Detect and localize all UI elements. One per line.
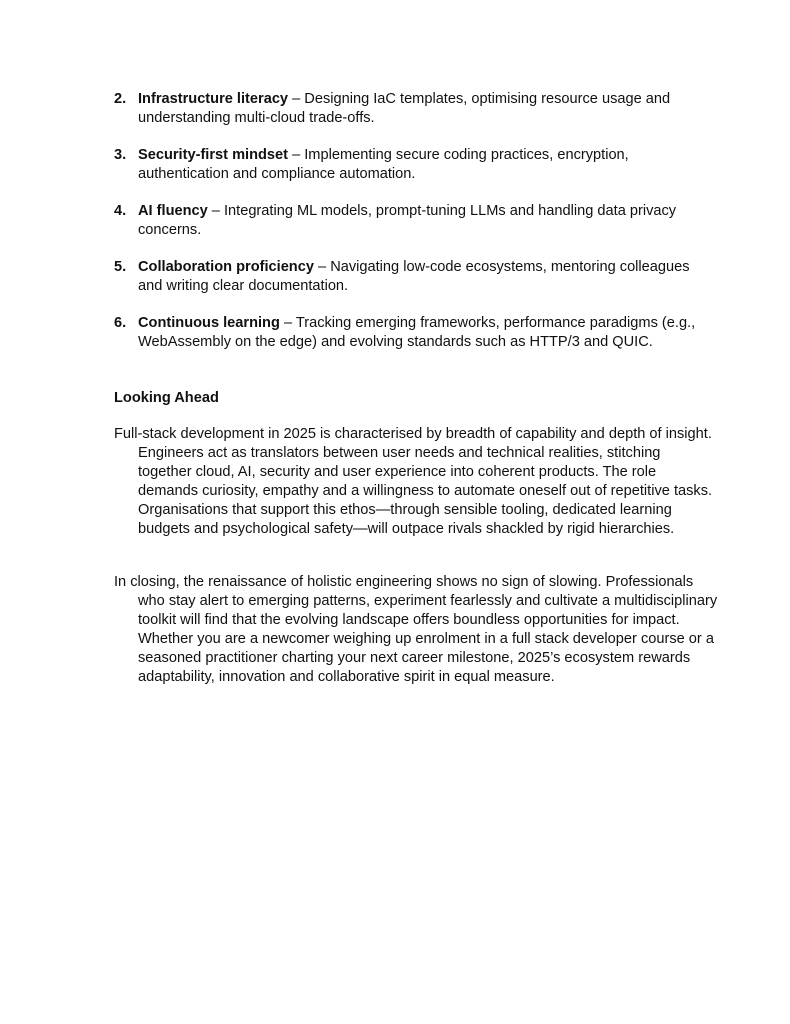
list-item-description: – Integrating ML models, prompt-tuning LLMs and handling data privacy concerns.: [138, 203, 677, 238]
list-item-number: 4.: [114, 203, 127, 219]
list-item: [114, 314, 704, 352]
list-item-description: – Tracking emerging frameworks, performance paradigms (e.g., WebAssembly on the edge) and evolving standards such as HTTP/3 and QUIC.: [138, 315, 696, 350]
list-item-number: 2.: [114, 91, 127, 107]
section-heading: Looking Ahead: [114, 390, 219, 406]
list-item-term: Infrastructure literacy: [138, 91, 289, 107]
skills-list: [114, 90, 704, 370]
list-item-description: – Designing IaC templates, optimising resource usage and understanding multi-cloud trade-offs.: [138, 91, 671, 126]
list-item-term: Security-first mindset: [138, 147, 289, 163]
list-item: [114, 202, 704, 240]
list-item-description: – Implementing secure coding practices, encryption, authentication and compliance automation.: [138, 147, 629, 182]
list-item-number: 6.: [114, 315, 127, 331]
list-item: [114, 90, 704, 128]
list-item-term: Collaboration proficiency: [138, 259, 314, 275]
list-item: [114, 146, 704, 184]
paragraph: Full-stack development in 2025 is characterised by breadth of capability and depth of insight. Engineers act as translators between user needs and technical realities, stitching together cloud, AI, security and user experience into coherent products. The role demands curiosity, empathy and a willingness to automate oneself out of repetitive tasks. Organisations that support this ethos—through sensible tooling, dedicated learning budgets and psychological safety—will outpace rivals shackled by rigid hierarchies.: [114, 426, 713, 537]
paragraph: In closing, the renaissance of holistic engineering shows no sign of slowing. Professionals who stay alert to emerging patterns, experiment fearlessly and cultivate a multidisciplinary toolkit will find that the evolving landscape offers boundless opportunities for impact. Whether you are a newcomer weighing up enrolment in a full stack developer course or a seasoned practitioner charting your next career milestone, 2025’s ecosystem rewards adaptability, innovation and collaborative spirit in equal measure.: [114, 574, 718, 685]
list-item-number: 3.: [114, 147, 127, 163]
list-item: [114, 258, 704, 296]
list-item-term: Continuous learning: [138, 315, 280, 331]
list-item-term: AI fluency: [138, 203, 208, 219]
list-item-description: – Navigating low-code ecosystems, mentoring colleagues and writing clear documentation.: [138, 259, 690, 294]
list-item-number: 5.: [114, 259, 127, 275]
